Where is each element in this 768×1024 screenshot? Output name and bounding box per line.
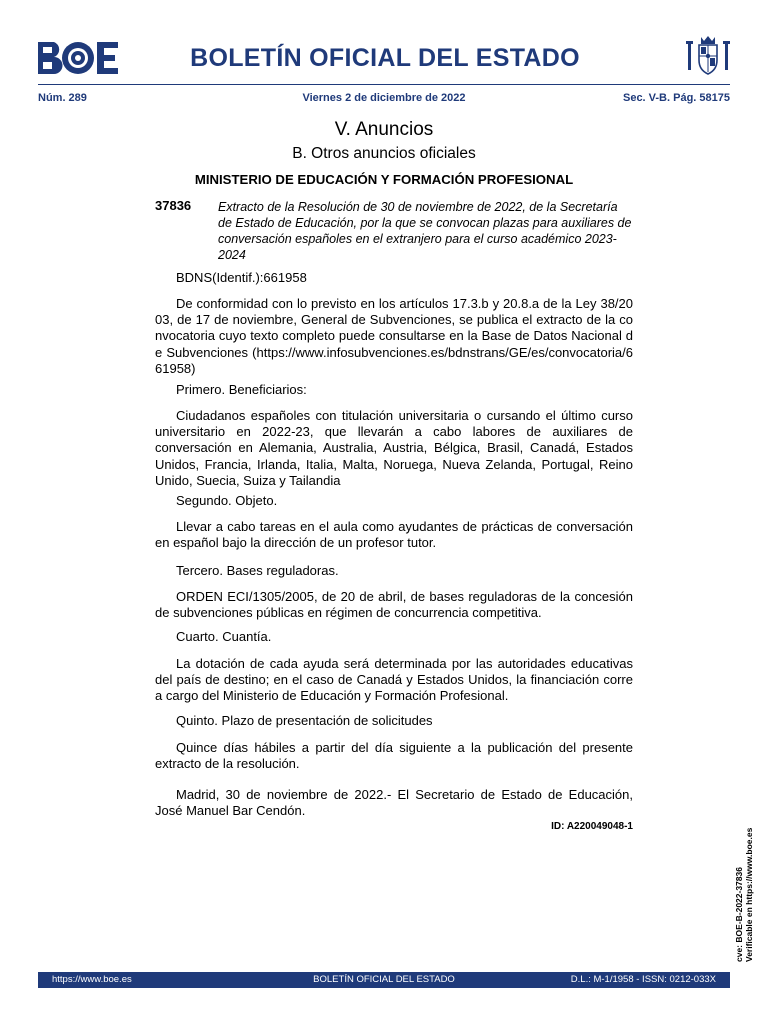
- heading-deadline: Quinto. Plazo de presentación de solicitudes: [176, 713, 433, 728]
- header-divider: [38, 84, 730, 85]
- bdns-identifier: BDNS(Identif.):661958: [176, 270, 307, 285]
- issue-date: Viernes 2 de diciembre de 2022: [302, 92, 466, 104]
- verification-link[interactable]: Verificable en https://www.boe.es: [744, 827, 754, 962]
- side-verification: [734, 828, 754, 962]
- body-paragraph: Ciudadanos españoles con titulación universitaria o cursando el último curso universitario en 2022-23, que llevarán a cabo labores de auxiliares de conversación en Alemania, Australia, Austria, Bélgica, Brasil, Canadá, Estados Unidos, Francia, Irlanda, Italia, Malta, Noruega, Nueva Zelanda, Portugal, Reino Unido, Suecia, Suiza y Tailandia: [155, 408, 633, 488]
- body-paragraph: Llevar a cabo tareas en el aula como ayudantes de prácticas de conversación en español bajo la dirección de un profesor tutor.: [155, 519, 633, 551]
- footer-bar: [38, 972, 730, 988]
- footer-title: BOLETÍN OFICIAL DEL ESTADO: [313, 974, 455, 985]
- heading-object: Segundo. Objeto.: [176, 493, 278, 508]
- ministry-name: MINISTERIO DE EDUCACIÓN Y FORMACIÓN PROFESIONAL: [194, 172, 574, 187]
- body-paragraph: La dotación de cada ayuda será determinada por las autoridades educativas del país de destino; en el caso de Canadá y Estados Unidos, la financiación corre a cargo del Ministerio de Educación y Formación Profesional.: [155, 656, 633, 704]
- announcement-number: 37836: [155, 198, 192, 213]
- body-paragraph: Quince días hábiles a partir del día siguiente a la publicación del presente extracto de la resolución.: [155, 740, 633, 772]
- heading-regulatory-bases: Tercero. Bases reguladoras.: [176, 563, 339, 578]
- body-paragraph: ORDEN ECI/1305/2005, de 20 de abril, de bases reguladoras de la concesión de subvenciones públicas en régimen de concurrencia competitiva.: [155, 589, 633, 621]
- section-page: Sec. V-B. Pág. 58175: [622, 92, 730, 104]
- boe-logo: [38, 42, 118, 74]
- heading-amount: Cuarto. Cuantía.: [176, 629, 272, 644]
- body-paragraph: De conformidad con lo previsto en los artículos 17.3.b y 20.8.a de la Ley 38/2003, de 17 de noviembre, General de Subvenciones, se publica el extracto de la convocatoria cuyo texto completo puede consultarse en la Base de Datos Nacional de Subvenciones (https://www.infosubvenciones.es/bdnstrans/GE/es/convocatoria/661958): [155, 296, 633, 376]
- subsection-title: B. Otros anuncios oficiales: [292, 145, 476, 162]
- section-title: V. Anuncios: [334, 119, 434, 140]
- issue-number: Núm. 289: [38, 92, 87, 104]
- masthead-title: BOLETÍN OFICIAL DEL ESTADO: [190, 44, 580, 72]
- announcement-summary: Extracto de la Resolución de 30 de noviembre de 2022, de la Secretaría de Estado de Educación, por la que se convocan plazas para auxiliares de conversación españoles en el extranjero para el curso académico 2023-2024: [218, 200, 632, 262]
- document-id: ID: A220049048-1: [551, 821, 633, 832]
- cve-code: cve: BOE-B-2022-37836: [734, 867, 744, 962]
- coat-of-arms-icon: [686, 34, 730, 78]
- footer-legal-info: D.L.: M-1/1958 - ISSN: 0212-033X: [570, 974, 716, 985]
- footer-url-link[interactable]: https://www.boe.es: [52, 974, 132, 985]
- heading-beneficiaries: Primero. Beneficiarios:: [176, 382, 307, 397]
- signature-paragraph: Madrid, 30 de noviembre de 2022.- El Secretario de Estado de Educación, José Manuel Bar Cendón.: [155, 787, 633, 819]
